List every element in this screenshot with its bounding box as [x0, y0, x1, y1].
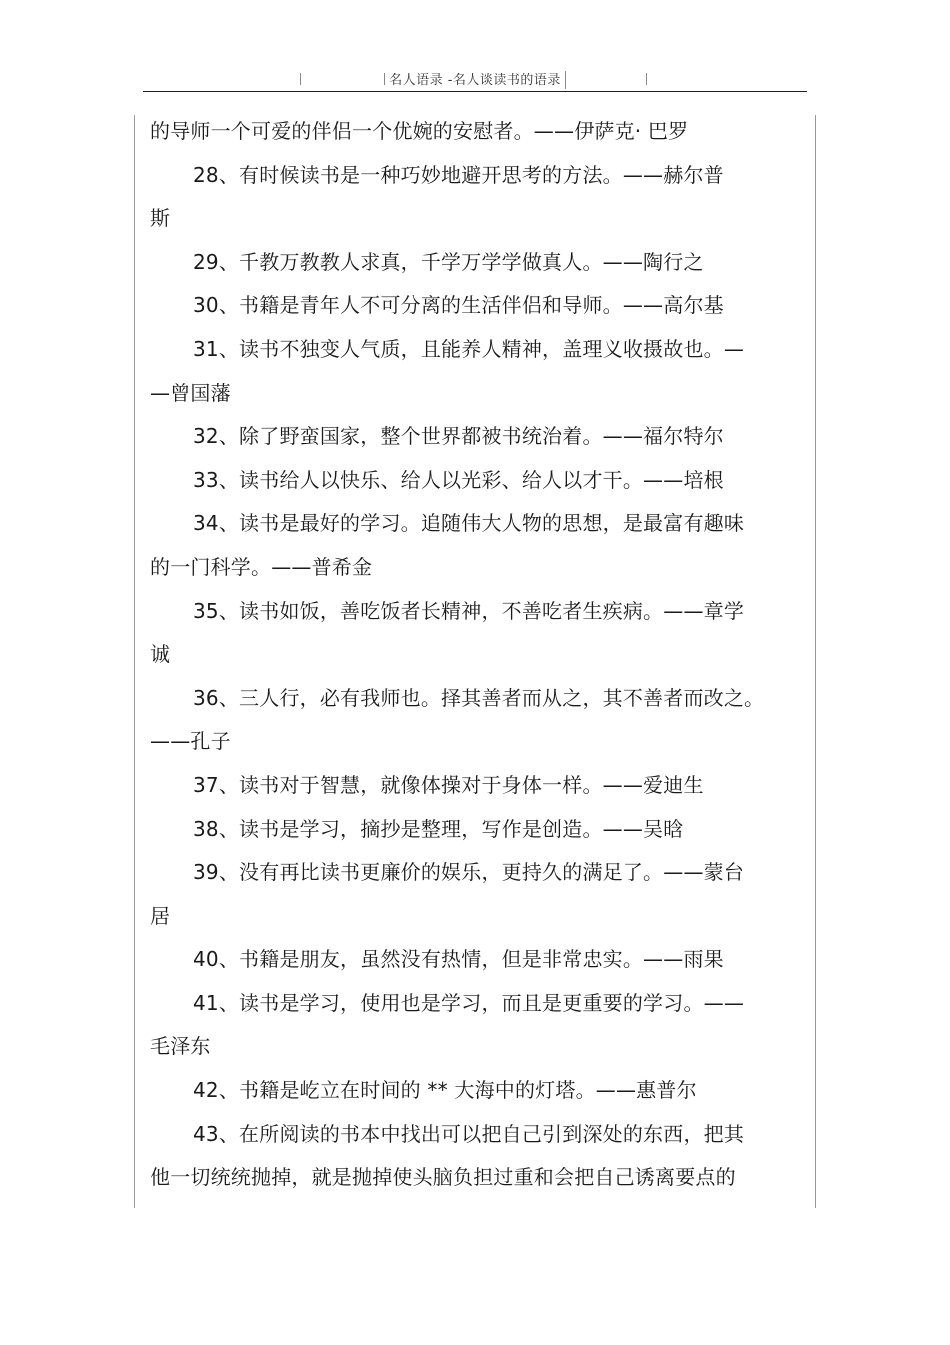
text-line: 诚: [150, 642, 171, 667]
text-line: 40、书籍是朋友，虽然没有热情，但是非常忠实。——雨果: [193, 947, 724, 972]
text-line: ——孔子: [150, 729, 231, 754]
text-line: 他一切统统抛掉，就是抛掉使头脑负担过重和会把自己诱离要点的: [150, 1165, 736, 1190]
text-line: 39、没有再比读书更廉价的娱乐，更持久的满足了。——蒙台: [193, 860, 745, 885]
document-body: [150, 110, 780, 1200]
text-line: 41、读书是学习，使用也是学习，而且是更重要的学习。——: [193, 990, 745, 1015]
header-tick-title-right: [565, 71, 566, 89]
header-title: 名人语录 -名人谈读书的语录: [389, 73, 561, 88]
text-line: 33、读书给人以快乐、给人以光彩、给人以才干。——培根: [193, 467, 724, 492]
text-line: 32、除了野蛮国家，整个世界都被书统治着。——福尔特尔: [193, 424, 724, 449]
text-line: 43、在所阅读的书本中找出可以把自己引到深处的东西，把其: [193, 1121, 745, 1146]
text-line: 31、读书不独变人气质，且能养人精神，盖理义收摄故也。—: [193, 336, 745, 361]
text-line: 38、读书是学习，摘抄是整理，写作是创造。——吴晗: [193, 816, 684, 841]
header-tick-right: [646, 73, 647, 85]
text-line: 42、书籍是屹立在时间的 ** 大海中的灯塔。——惠普尔: [193, 1078, 697, 1103]
text-line: 的一门科学。——普希金: [150, 554, 373, 579]
left-margin-line: [134, 115, 135, 1208]
text-line: —曾国藩: [150, 380, 231, 405]
text-line: 36、三人行，必有我师也。择其善者而从之，其不善者而改之。: [193, 685, 765, 710]
text-line: 斯: [150, 206, 171, 231]
text-line: 的导师一个可爱的伴侣一个优婉的安慰者。——伊萨克· 巴罗: [150, 119, 689, 143]
right-margin-line: [815, 115, 816, 1208]
text-line: 34、读书是最好的学习。追随伟大人物的思想，是最富有趣味: [193, 511, 745, 536]
text-line: 37、读书对于智慧，就像体操对于身体一样。——爱迪生: [193, 772, 704, 797]
text-line: 28、有时候读书是一种巧妙地避开思考的方法。——赫尔普: [193, 162, 724, 187]
text-line: 毛泽东: [150, 1034, 211, 1059]
header-tick-left: [300, 73, 301, 85]
text-line: 29、千教万教教人求真，千学万学学做真人。——陶行之: [193, 249, 704, 274]
header-rule: [143, 91, 807, 92]
text-line: 35、读书如饭，善吃饭者长精神，不善吃者生疾病。——章学: [193, 598, 745, 623]
header-tick-title-left: [384, 73, 385, 85]
page-header: [0, 66, 950, 92]
text-line: 居: [150, 903, 171, 928]
text-line: 30、书籍是青年人不可分离的生活伴侣和导师。——高尔基: [193, 293, 724, 318]
